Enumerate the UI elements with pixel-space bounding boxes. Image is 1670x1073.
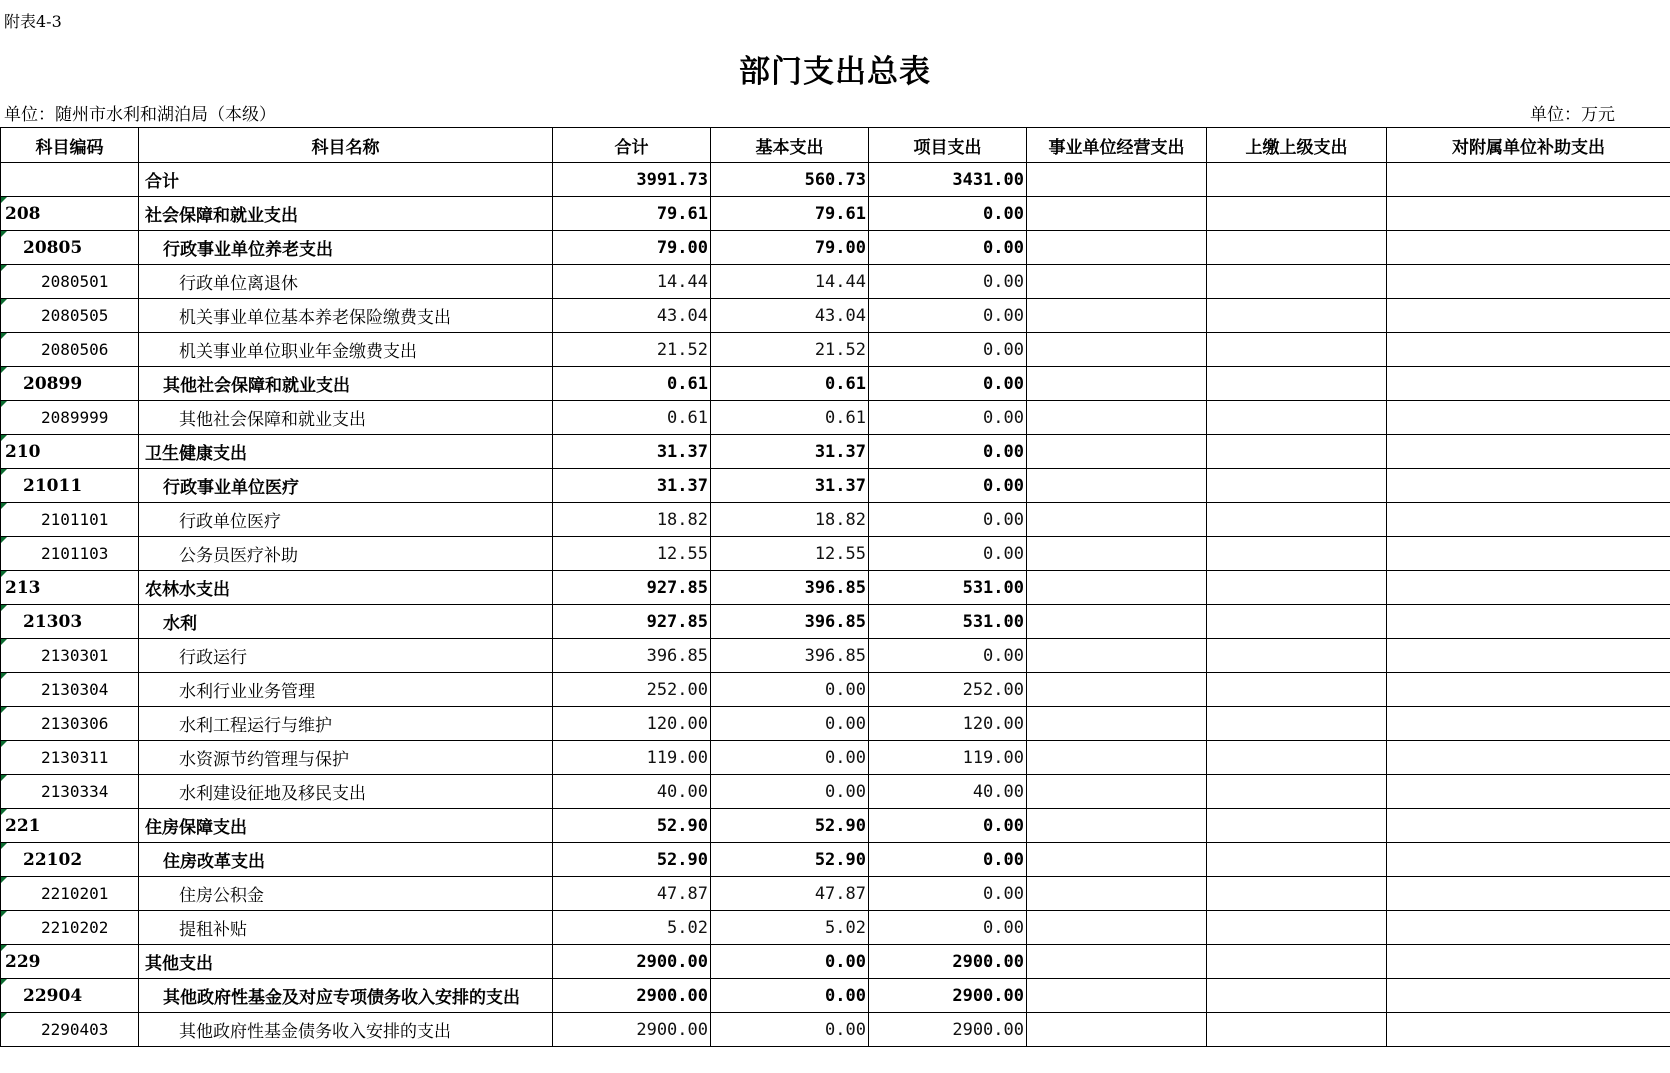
cell-total: 3991.73 [553,163,711,197]
table-row [1,639,1670,673]
cell-basic: 47.87 [711,877,869,911]
cell-upper [1207,163,1387,197]
cell-business [1027,401,1207,435]
page-title: 部门支出总表 [739,54,931,90]
cell-code: 2089999 [1,401,139,435]
annex-label: 附表4-3 [4,12,62,31]
cell-code: 2130301 [1,639,139,673]
header-basic: 基本支出 [711,128,869,163]
cell-project: 119.00 [869,741,1027,775]
cell-total: 12.55 [553,537,711,571]
cell-code: 21303 [1,605,139,639]
cell-upper [1207,333,1387,367]
cell-project: 120.00 [869,707,1027,741]
cell-project: 0.00 [869,537,1027,571]
cell-total: 927.85 [553,571,711,605]
table-row [1,503,1670,537]
cell-project: 0.00 [869,503,1027,537]
cell-upper [1207,945,1387,979]
cell-code: 2080506 [1,333,139,367]
cell-business [1027,775,1207,809]
cell-upper [1207,911,1387,945]
cell-code: 2101101 [1,503,139,537]
table-row [1,1013,1670,1047]
cell-basic: 43.04 [711,299,869,333]
cell-basic: 31.37 [711,469,869,503]
cell-project: 0.00 [869,401,1027,435]
cell-business [1027,571,1207,605]
cell-project: 252.00 [869,673,1027,707]
cell-name: 机关事业单位职业年金缴费支出 [139,333,553,367]
cell-subsidy [1387,639,1670,673]
cell-business [1027,503,1207,537]
cell-total: 0.61 [553,401,711,435]
cell-name: 水资源节约管理与保护 [139,741,553,775]
cell-subsidy [1387,911,1670,945]
cell-total: 31.37 [553,469,711,503]
cell-subsidy [1387,469,1670,503]
cell-name: 其他社会保障和就业支出 [139,401,553,435]
cell-basic: 5.02 [711,911,869,945]
cell-name: 水利建设征地及移民支出 [139,775,553,809]
cell-name: 水利 [139,605,553,639]
cell-total: 43.04 [553,299,711,333]
cell-project: 0.00 [869,809,1027,843]
cell-upper [1207,809,1387,843]
total-row [1,163,1670,197]
cell-upper [1207,197,1387,231]
cell-business [1027,435,1207,469]
cell-total: 120.00 [553,707,711,741]
cell-upper [1207,469,1387,503]
cell-subsidy [1387,979,1670,1013]
header-code: 科目编码 [1,128,139,163]
cell-subsidy [1387,537,1670,571]
cell-code: 2080505 [1,299,139,333]
cell-code: 213 [1,571,139,605]
cell-code: 22904 [1,979,139,1013]
cell-project: 531.00 [869,571,1027,605]
table-row [1,265,1670,299]
cell-basic: 0.00 [711,673,869,707]
cell-project: 40.00 [869,775,1027,809]
cell-upper [1207,401,1387,435]
cell-project: 0.00 [869,367,1027,401]
cell-project: 0.00 [869,197,1027,231]
cell-code: 2130334 [1,775,139,809]
table-row [1,197,1670,231]
cell-name: 合计 [139,163,553,197]
cell-project: 2900.00 [869,1013,1027,1047]
cell-project: 0.00 [869,231,1027,265]
cell-total: 2900.00 [553,1013,711,1047]
cell-name: 机关事业单位基本养老保险缴费支出 [139,299,553,333]
cell-subsidy [1387,945,1670,979]
cell-name: 农林水支出 [139,571,553,605]
cell-business [1027,741,1207,775]
header-name: 科目名称 [139,128,553,163]
cell-project: 0.00 [869,911,1027,945]
cell-business [1027,333,1207,367]
cell-subsidy [1387,809,1670,843]
cell-name: 卫生健康支出 [139,435,553,469]
cell-business [1027,537,1207,571]
cell-name: 其他社会保障和就业支出 [139,367,553,401]
cell-total: 40.00 [553,775,711,809]
cell-basic: 31.37 [711,435,869,469]
table-row [1,911,1670,945]
cell-upper [1207,231,1387,265]
cell-project: 0.00 [869,299,1027,333]
cell-business [1027,299,1207,333]
cell-total: 2900.00 [553,979,711,1013]
cell-code: 2101103 [1,537,139,571]
cell-name: 行政运行 [139,639,553,673]
cell-basic: 0.00 [711,945,869,979]
cell-business [1027,911,1207,945]
cell-name: 其他支出 [139,945,553,979]
cell-total: 79.61 [553,197,711,231]
cell-total: 21.52 [553,333,711,367]
cell-subsidy [1387,843,1670,877]
cell-business [1027,231,1207,265]
cell-project: 0.00 [869,877,1027,911]
cell-total: 47.87 [553,877,711,911]
table-row [1,469,1670,503]
cell-code: 22102 [1,843,139,877]
cell-subsidy [1387,1013,1670,1047]
cell-project: 2900.00 [869,945,1027,979]
cell-name: 行政单位医疗 [139,503,553,537]
cell-business [1027,367,1207,401]
cell-code: 229 [1,945,139,979]
cell-subsidy [1387,265,1670,299]
cell-subsidy [1387,367,1670,401]
cell-code [1,163,139,197]
cell-business [1027,673,1207,707]
table-row [1,571,1670,605]
cell-subsidy [1387,673,1670,707]
cell-upper [1207,299,1387,333]
expenditure-table [0,127,1670,1047]
cell-subsidy [1387,231,1670,265]
table-row [1,945,1670,979]
cell-upper [1207,741,1387,775]
cell-subsidy [1387,503,1670,537]
table-row [1,843,1670,877]
cell-total: 52.90 [553,843,711,877]
cell-name: 住房公积金 [139,877,553,911]
cell-name: 其他政府性基金及对应专项债务收入安排的支出 [139,979,553,1013]
cell-basic: 396.85 [711,639,869,673]
cell-project: 3431.00 [869,163,1027,197]
cell-basic: 79.61 [711,197,869,231]
cell-name: 住房保障支出 [139,809,553,843]
table-row [1,707,1670,741]
table-row [1,435,1670,469]
cell-basic: 0.61 [711,401,869,435]
table-row [1,231,1670,265]
table-row [1,605,1670,639]
cell-subsidy [1387,571,1670,605]
cell-project: 0.00 [869,843,1027,877]
cell-total: 396.85 [553,639,711,673]
cell-basic: 14.44 [711,265,869,299]
cell-business [1027,197,1207,231]
cell-upper [1207,571,1387,605]
cell-upper [1207,979,1387,1013]
cell-subsidy [1387,775,1670,809]
cell-name: 行政事业单位养老支出 [139,231,553,265]
cell-project: 0.00 [869,469,1027,503]
table-row [1,333,1670,367]
cell-upper [1207,707,1387,741]
cell-upper [1207,537,1387,571]
cell-project: 0.00 [869,265,1027,299]
cell-upper [1207,605,1387,639]
cell-code: 2290403 [1,1013,139,1047]
cell-business [1027,843,1207,877]
cell-code: 2210201 [1,877,139,911]
cell-total: 252.00 [553,673,711,707]
cell-basic: 18.82 [711,503,869,537]
table-row [1,809,1670,843]
cell-business [1027,877,1207,911]
table-row [1,401,1670,435]
cell-basic: 52.90 [711,843,869,877]
cell-total: 52.90 [553,809,711,843]
cell-total: 5.02 [553,911,711,945]
header-project: 项目支出 [869,128,1027,163]
cell-business [1027,605,1207,639]
cell-basic: 0.00 [711,741,869,775]
cell-name: 住房改革支出 [139,843,553,877]
cell-business [1027,265,1207,299]
table-row [1,673,1670,707]
cell-name: 社会保障和就业支出 [139,197,553,231]
table-row [1,367,1670,401]
cell-upper [1207,367,1387,401]
cell-basic: 12.55 [711,537,869,571]
cell-code: 2080501 [1,265,139,299]
cell-total: 119.00 [553,741,711,775]
cell-name: 水利行业业务管理 [139,673,553,707]
cell-code: 221 [1,809,139,843]
cell-upper [1207,639,1387,673]
cell-project: 2900.00 [869,979,1027,1013]
cell-code: 20805 [1,231,139,265]
cell-total: 18.82 [553,503,711,537]
cell-upper [1207,775,1387,809]
cell-upper [1207,503,1387,537]
cell-subsidy [1387,197,1670,231]
header-subsidy: 对附属单位补助支出 [1387,128,1670,163]
cell-subsidy [1387,741,1670,775]
cell-name: 行政事业单位医疗 [139,469,553,503]
cell-upper [1207,843,1387,877]
header-total: 合计 [553,128,711,163]
cell-basic: 0.00 [711,707,869,741]
cell-basic: 0.61 [711,367,869,401]
cell-code: 208 [1,197,139,231]
table-row [1,877,1670,911]
cell-basic: 0.00 [711,979,869,1013]
cell-basic: 79.00 [711,231,869,265]
cell-code: 210 [1,435,139,469]
cell-subsidy [1387,401,1670,435]
cell-upper [1207,877,1387,911]
cell-basic: 560.73 [711,163,869,197]
cell-subsidy [1387,333,1670,367]
cell-subsidy [1387,877,1670,911]
cell-business [1027,639,1207,673]
header-row [1,128,1670,163]
table-row [1,775,1670,809]
cell-business [1027,163,1207,197]
cell-business [1027,707,1207,741]
table-row [1,537,1670,571]
cell-upper [1207,435,1387,469]
cell-subsidy [1387,707,1670,741]
cell-code: 20899 [1,367,139,401]
cell-name: 水利工程运行与维护 [139,707,553,741]
table-row [1,299,1670,333]
table-row [1,741,1670,775]
cell-business [1027,1013,1207,1047]
cell-code: 2130304 [1,673,139,707]
cell-business [1027,809,1207,843]
cell-code: 2130311 [1,741,139,775]
cell-total: 14.44 [553,265,711,299]
cell-subsidy [1387,299,1670,333]
cell-upper [1207,673,1387,707]
cell-name: 行政单位离退休 [139,265,553,299]
cell-total: 79.00 [553,231,711,265]
cell-basic: 396.85 [711,571,869,605]
cell-total: 2900.00 [553,945,711,979]
cell-basic: 0.00 [711,1013,869,1047]
unit-organization: 单位：随州市水利和湖泊局（本级） [4,105,276,125]
cell-business [1027,469,1207,503]
cell-code: 21011 [1,469,139,503]
cell-business [1027,979,1207,1013]
cell-project: 0.00 [869,639,1027,673]
header-upper: 上缴上级支出 [1207,128,1387,163]
table-row [1,979,1670,1013]
cell-upper [1207,265,1387,299]
cell-upper [1207,1013,1387,1047]
cell-name: 提租补贴 [139,911,553,945]
cell-basic: 396.85 [711,605,869,639]
cell-name: 公务员医疗补助 [139,537,553,571]
cell-basic: 21.52 [711,333,869,367]
cell-code: 2210202 [1,911,139,945]
cell-name: 其他政府性基金债务收入安排的支出 [139,1013,553,1047]
cell-total: 31.37 [553,435,711,469]
cell-business [1027,945,1207,979]
cell-subsidy [1387,435,1670,469]
cell-project: 531.00 [869,605,1027,639]
cell-total: 927.85 [553,605,711,639]
cell-project: 0.00 [869,435,1027,469]
cell-basic: 52.90 [711,809,869,843]
cell-subsidy [1387,163,1670,197]
unit-currency: 单位：万元 [1530,105,1615,125]
cell-basic: 0.00 [711,775,869,809]
cell-total: 0.61 [553,367,711,401]
cell-subsidy [1387,605,1670,639]
cell-project: 0.00 [869,333,1027,367]
header-business: 事业单位经营支出 [1027,128,1207,163]
cell-code: 2130306 [1,707,139,741]
